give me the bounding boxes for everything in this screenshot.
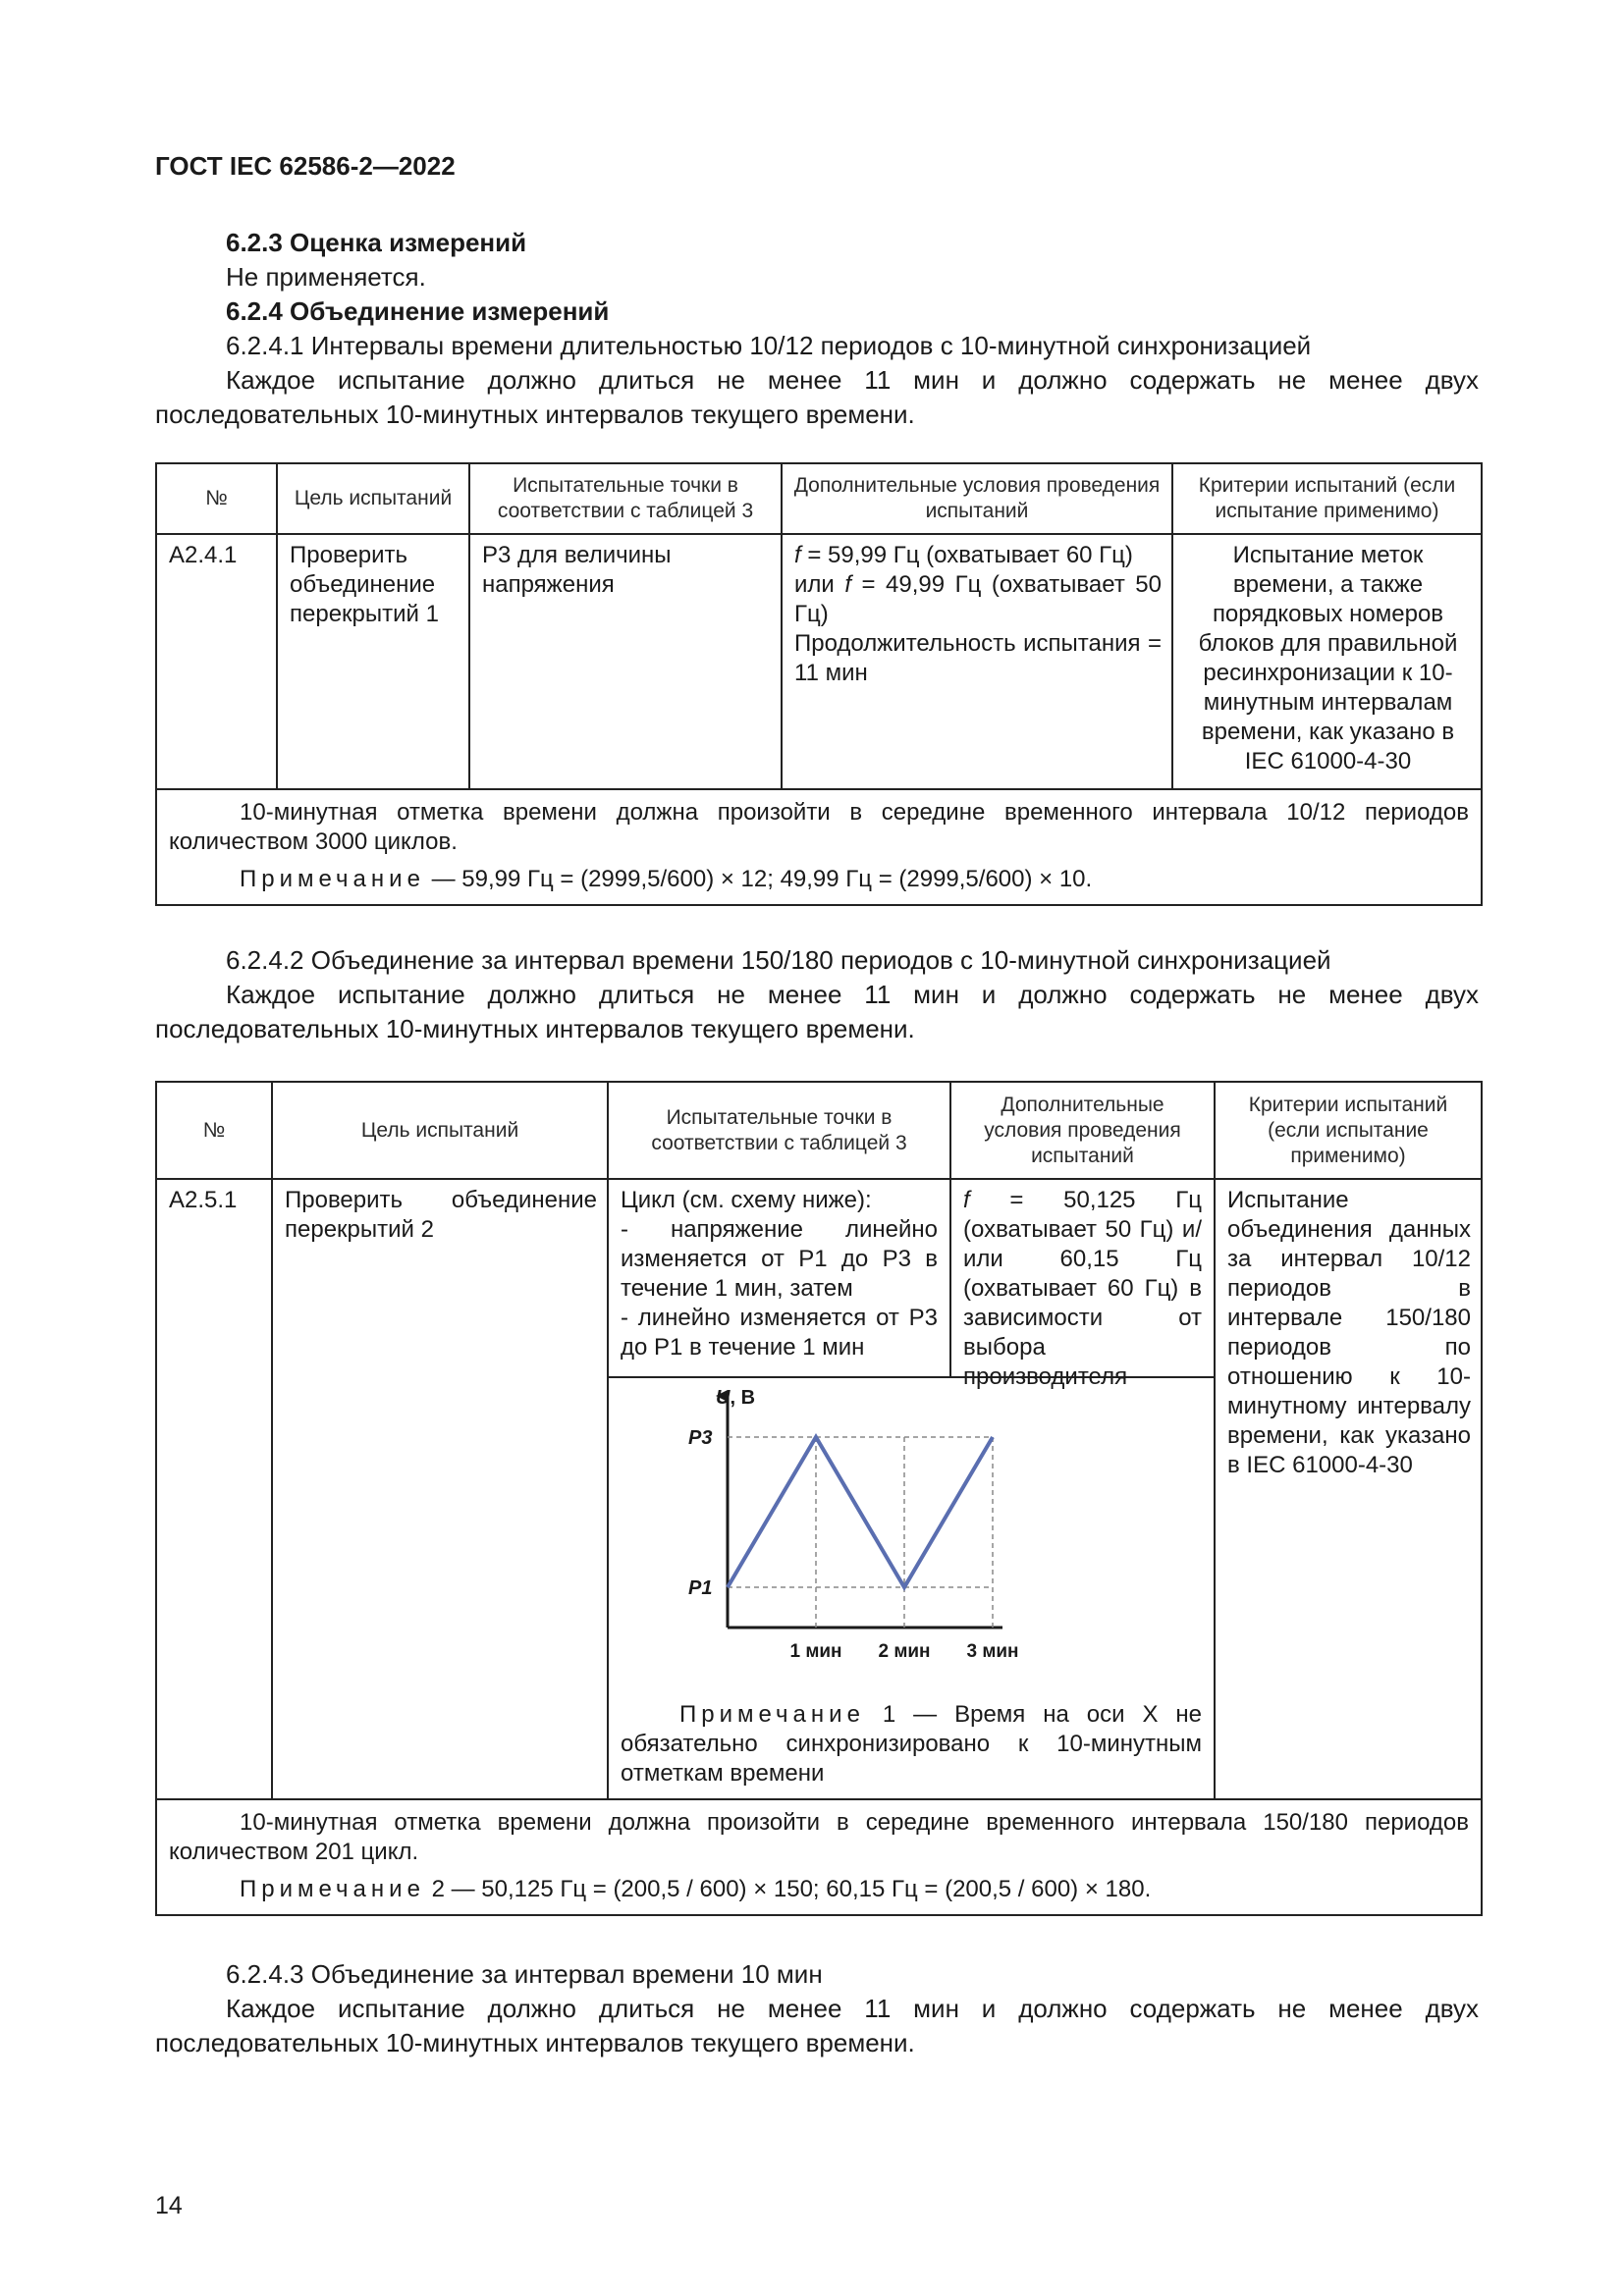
header-conditions: Дополнительные условия проведения испытаний xyxy=(950,1082,1215,1179)
note-text: 2 — 50,125 Гц = (200,5 / 600) × 150; 60,15 Гц = (200,5 / 600) × 180. xyxy=(424,1876,1152,1902)
condition-line-2: или f = 49,99 Гц (охватывает 50 Гц) xyxy=(794,571,1163,627)
table-header-row xyxy=(156,463,1482,534)
section-624-title: 6.2.4 Объединение измерений xyxy=(226,296,610,326)
cell-goal: Проверить объединение перекрытий 1 xyxy=(277,534,469,789)
header-goal: Цель испытаний xyxy=(272,1082,608,1179)
voltage-cycle-chart xyxy=(652,1378,1241,1673)
table-footer xyxy=(156,789,1482,905)
header-conditions: Дополнительные условия проведения испытаний xyxy=(782,463,1172,534)
header-criteria: Критерии испытаний (если испытание применимо) xyxy=(1215,1082,1482,1179)
cell-conditions: f = 50,125 Гц (охватывает 50 Гц) и/или 60,15 Гц (охватывает 60 Гц) в зависимости от выбора производителя xyxy=(963,1187,1202,1390)
cell-points-conditions xyxy=(608,1179,1215,1799)
table-row xyxy=(156,534,1482,789)
footer-note xyxy=(169,1875,1469,1904)
y-axis-label: U, В xyxy=(716,1387,756,1409)
condition-line-1: f = 59,99 Гц (охватывает 60 Гц) xyxy=(794,542,1133,568)
document-header: ГОСТ IEC 62586-2—2022 xyxy=(155,151,456,181)
cell-num: A2.4.1 xyxy=(156,534,277,789)
header-num: № xyxy=(156,1082,272,1179)
header-criteria: Критерии испытаний (если испытание применимо) xyxy=(1172,463,1482,534)
figure-area xyxy=(609,1378,1214,1798)
figure-note-label: Примечание xyxy=(679,1701,865,1728)
header-points: Испытательные точки в соответствии с таблицей 3 xyxy=(469,463,782,534)
section-6243 xyxy=(155,1957,1479,2060)
section-6242-title: 6.2.4.2 Объединение за интервал времени 150/180 периодов с 10-минутной синхронизацией xyxy=(226,945,1331,975)
points-line-3: - линейно изменяется от P3 до P1 в течение 1 мин xyxy=(621,1305,938,1361)
cell-conditions xyxy=(782,534,1172,789)
note-label: Примечание xyxy=(240,1876,425,1902)
table-footer xyxy=(156,1799,1482,1915)
points-line-1: Цикл (см. схему ниже): xyxy=(621,1187,872,1213)
footer-text: 10-минутная отметка времени должна произойти в середине временного интервала 150/180 периодов количеством 201 цикл. xyxy=(169,1809,1469,1865)
section-6241-text: Каждое испытание должно длиться не менее 11 мин и должно содержать не менее двух последовательных 10-минутных интервалов текущего времени. xyxy=(155,365,1479,429)
table-a251 xyxy=(155,1081,1483,1916)
x-tick-label-2: 2 мин xyxy=(878,1641,931,1662)
cell-criteria: Испытание меток времени, а также порядковых номеров блоков для правильной ресинхронизации к 10-минутным интервалам времени, как указано в IEC 61000-4-30 xyxy=(1172,534,1482,789)
cell-goal: Проверить объединение перекрытий 2 xyxy=(272,1179,608,1799)
header-points: Испытательные точки в соответствии с таблицей 3 xyxy=(608,1082,950,1179)
figure-note xyxy=(621,1700,1202,1789)
table-footer-row xyxy=(156,1799,1482,1915)
note-text: — 59,99 Гц = (2999,5/600) × 12; 49,99 Гц = (2999,5/600) × 10. xyxy=(424,866,1093,892)
footer-text: 10-минутная отметка времени должна произойти в середине временного интервала 10/12 периодов количеством 3000 циклов. xyxy=(169,799,1469,855)
section-6242-text: Каждое испытание должно длиться не менее 11 мин и должно содержать не менее двух последовательных 10-минутных интервалов текущего времени. xyxy=(155,980,1479,1043)
cell-points xyxy=(609,1180,951,1376)
section-623-text: Не применяется. xyxy=(226,262,426,292)
cell-criteria: Испытание объединения данных за интервал 10/12 периодов в интервале 150/180 периодов по отношению к 10-минутному интервалу времени, как указано в IEC 61000-4-30 xyxy=(1215,1179,1482,1799)
table-footer-row xyxy=(156,789,1482,905)
table-row xyxy=(156,1179,1482,1799)
figure-note-text: 1 — Время на оси X не обязательно синхронизировано к 10-минутным отметкам времени xyxy=(621,1701,1202,1787)
header-goal: Цель испытаний xyxy=(277,463,469,534)
condition-line-3: Продолжительность испытания = 11 мин xyxy=(794,630,1162,686)
x-tick-label-1: 1 мин xyxy=(789,1641,842,1662)
cell-num: A2.5.1 xyxy=(156,1179,272,1799)
y-level-label-p3: P3 xyxy=(688,1427,713,1449)
note-label: Примечание xyxy=(240,866,425,892)
section-623-title: 6.2.3 Оценка измерений xyxy=(226,228,527,257)
y-level-label-p1: P1 xyxy=(688,1577,713,1599)
section-6243-title: 6.2.4.3 Объединение за интервал времени 10 мин xyxy=(226,1959,823,1989)
section-6241-title: 6.2.4.1 Интервалы времени длительностью 10/12 периодов с 10-минутной синхронизацией xyxy=(226,331,1312,360)
section-intro xyxy=(155,226,1479,432)
footer-note xyxy=(169,865,1469,894)
table-a241 xyxy=(155,462,1483,906)
section-6242 xyxy=(155,943,1479,1046)
points-line-2: - напряжение линейно изменяется от P1 до P3 в течение 1 мин, затем xyxy=(621,1216,938,1302)
cell-points: P3 для величины напряжения xyxy=(469,534,782,789)
x-tick-label-3: 3 мин xyxy=(966,1641,1019,1662)
header-num: № xyxy=(156,463,277,534)
table-header-row xyxy=(156,1082,1482,1179)
section-6243-text: Каждое испытание должно длиться не менее 11 мин и должно содержать не менее двух последовательных 10-минутных интервалов текущего времени. xyxy=(155,1994,1479,2057)
series-line-u xyxy=(728,1437,993,1587)
points-conditions-row xyxy=(609,1180,1214,1390)
page-number: 14 xyxy=(155,2192,183,2219)
